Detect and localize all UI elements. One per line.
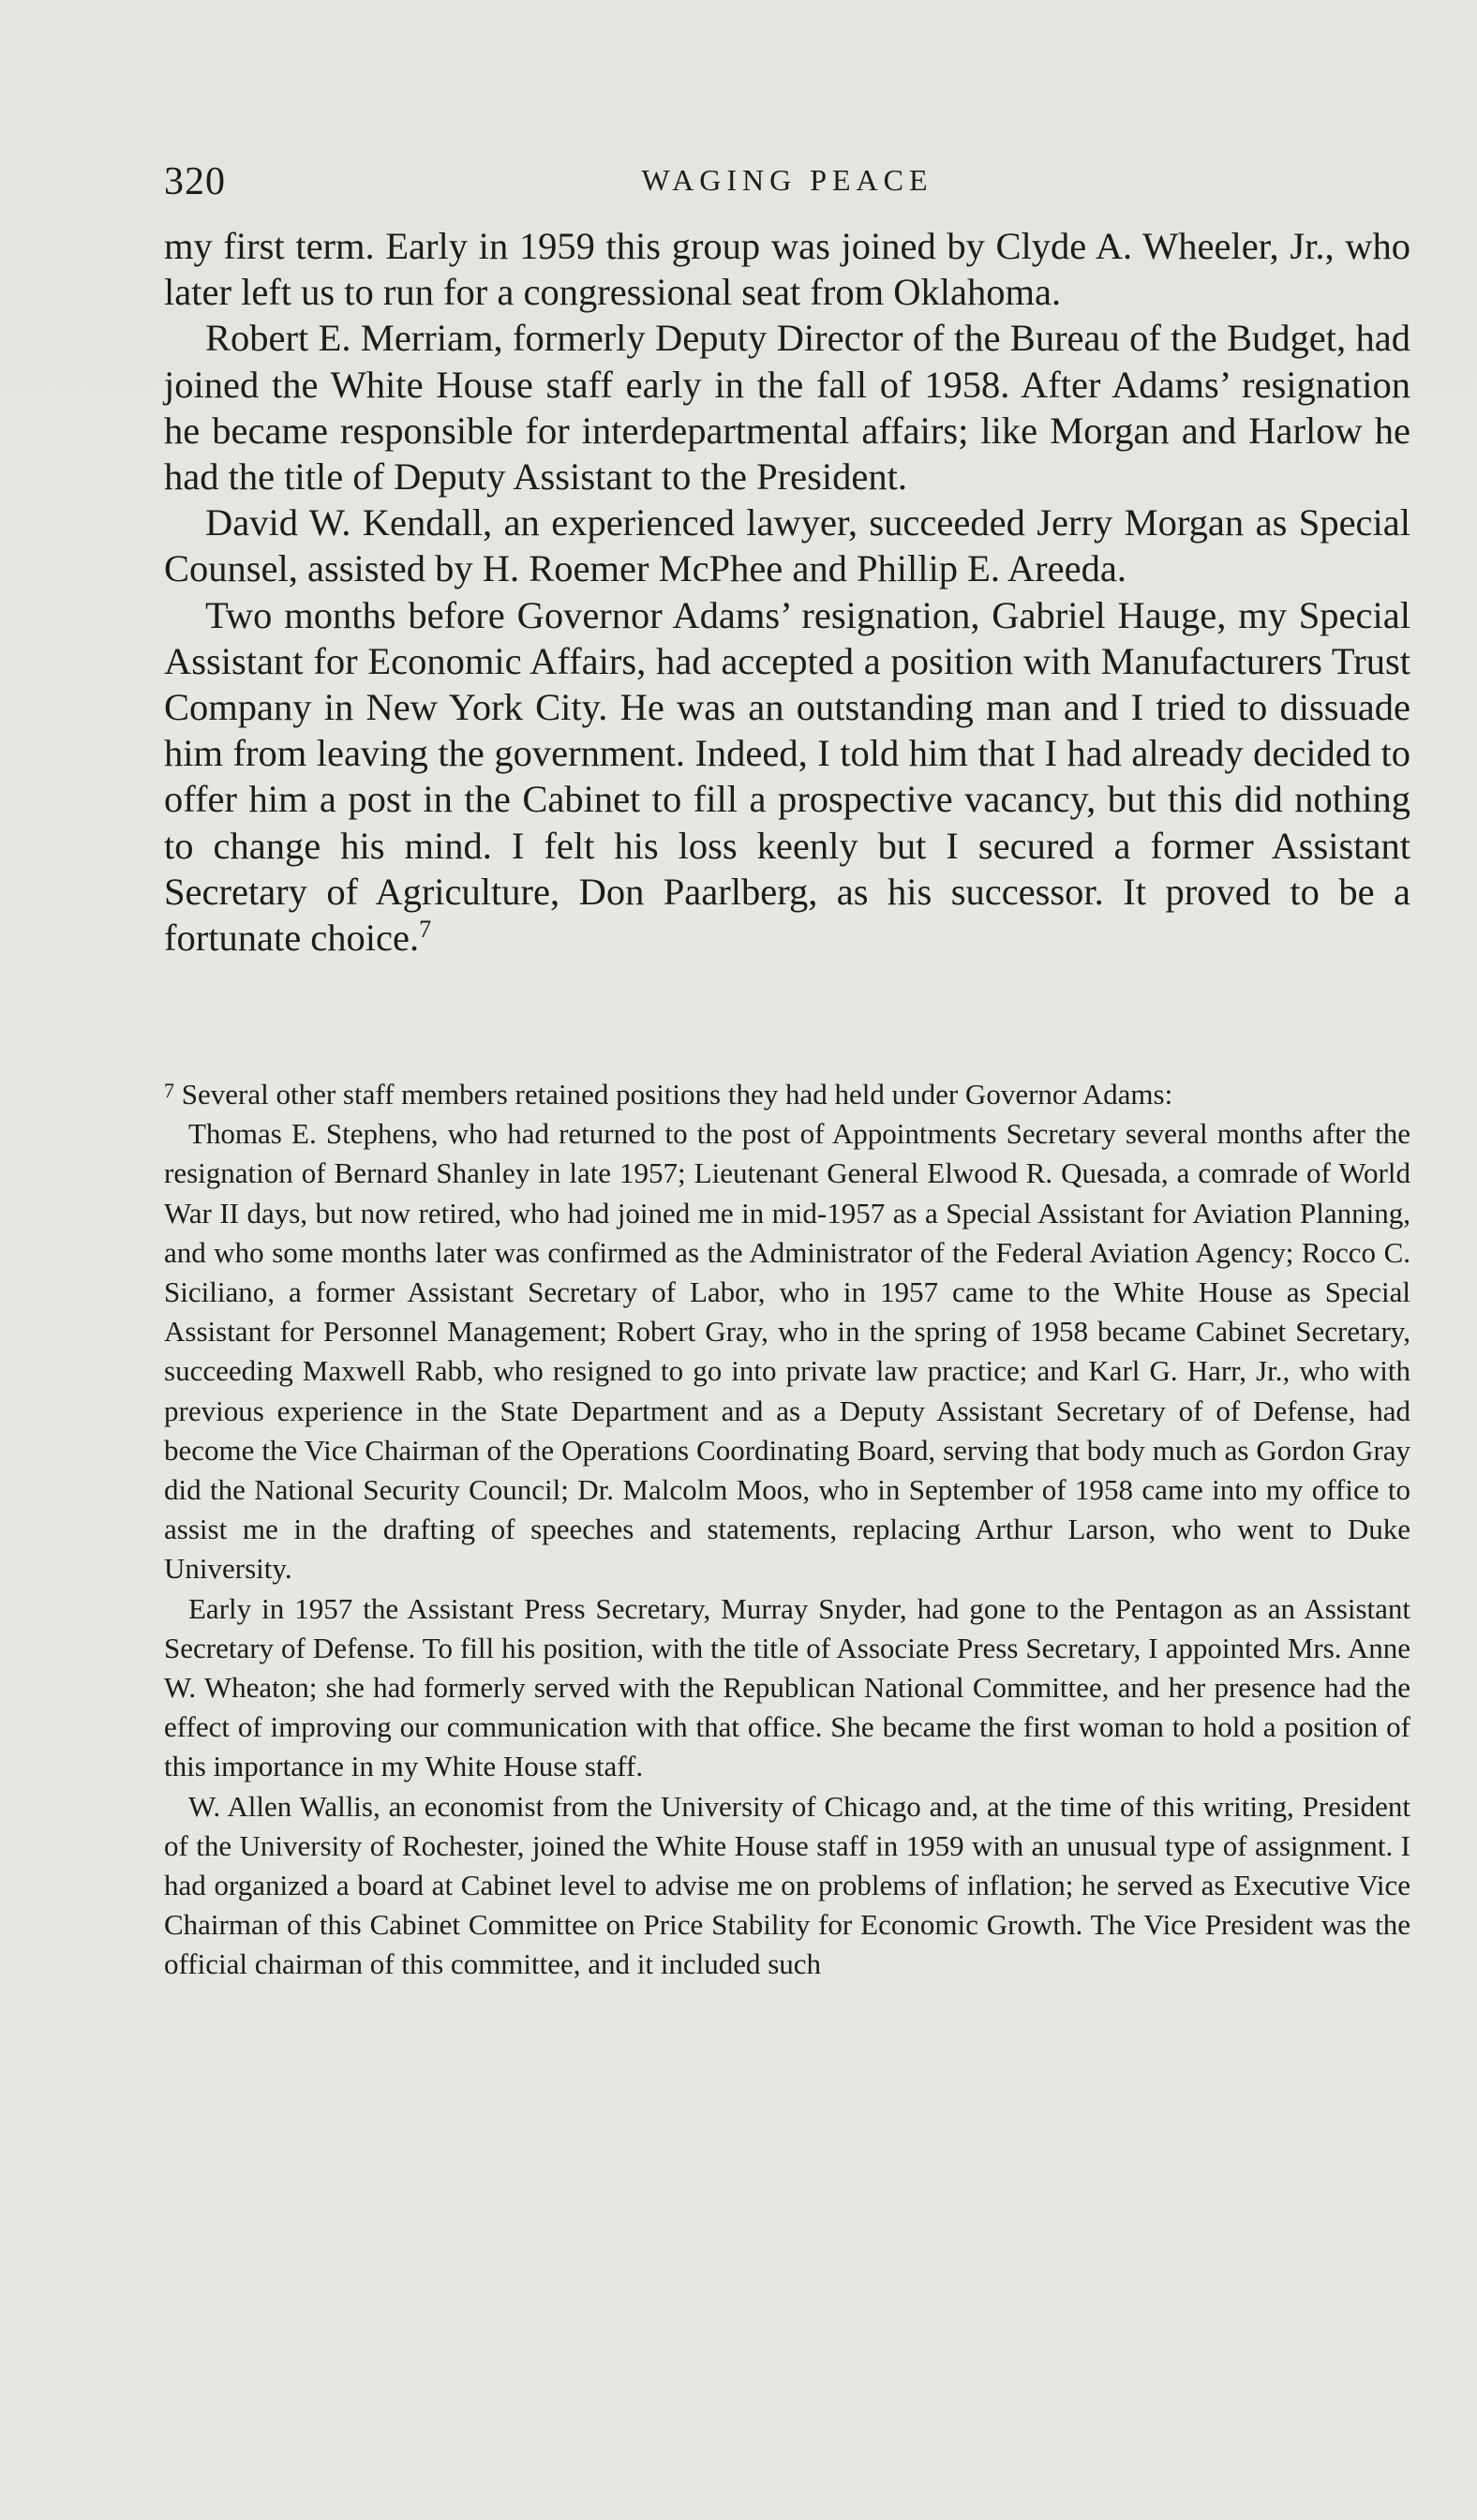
- footnote-paragraph: Early in 1957 the Assistant Press Secretary, Murray Snyder, had gone to the Pentagon as an Assistant Secretary of Defense. To fill his position, with the title of Associate Press Secretary, I appointed Mrs. Anne W. Wheaton; she had formerly served with the Republican National Committee, and her presence had the effect of improving our communication with that office. She became the first woman to hold a position of this importance in my White House staff.: [164, 1591, 1410, 1783]
- body-paragraph: David W. Kendall, an experienced lawyer, succeeded Jerry Morgan as Special Counsel, assisted by H. Roemer McPhee and Phillip E. Areeda.: [164, 501, 1410, 590]
- footnote-marker: 7: [164, 1079, 174, 1102]
- body-paragraph: my first term. Early in 1959 this group was joined by Clyde A. Wheeler, Jr., who later left us to run for a congressional seat from Oklahoma.: [164, 225, 1410, 314]
- footnote-paragraph: Thomas E. Stephens, who had returned to the post of Appointments Secretary several months after the resignation of Bernard Shanley in late 1957; Lieutenant General Elwood R. Quesada, a comrade of World War II days, but now retired, who had joined me in mid-1957 as a Special Assistant for Aviation Planning, and who some months later was confirmed as the Administrator of the Federal Aviation Agency; Rocco C. Siciliano, a former Assistant Secretary of Labor, who in 1957 came to the White House as Special Assistant for Personnel Management; Robert Gray, who in the spring of 1958 became Cabinet Secretary, succeeding Maxwell Rabb, who resigned to go into private law practice; and Karl G. Harr, Jr., who with previous experience in the State Department and as a Deputy Assistant Secretary of of Defense, had become the Vice Chairman of the Operations Coordinating Board, serving that body much as Gordon Gray did the National Security Council; Dr. Malcolm Moos, who in September of 1958 came into my office to assist me in the drafting of speeches and statements, replacing Arthur Larson, who went to Duke University.: [164, 1117, 1410, 1586]
- body-paragraph: [164, 592, 1410, 962]
- footnote-text: Several other staff members retained positions they had held under Governor Adams:: [181, 1078, 1173, 1111]
- footnotes: [164, 1071, 1410, 1985]
- body-paragraph-text: Two months before Governor Adams’ resignation, Gabriel Hauge, my Special Assistant for Economic Affairs, had accepted a position with Manufacturers Trust Company in New York City. He was an outstanding man and I tried to dissuade him from leaving the government. Indeed, I told him that I had already decided to offer him a post in the Cabinet to fill a prospective vacancy, but this did nothing to change his mind. I felt his loss keenly but I secured a former Assistant Secretary of Agriculture, Don Paarlberg, as his successor. It proved to be a fortunate choice.: [164, 593, 1410, 960]
- main-text: [164, 223, 1410, 961]
- footnote-paragraph: W. Allen Wallis, an economist from the University of Chicago and, at the time of this writing, President of the University of Rochester, joined the White House staff in 1959 with an unusual type of assignment. I had organized a board at Cabinet level to advise me on problems of inflation; he served as Executive Vice Chairman of this Cabinet Committee on Price Stability for Economic Growth. The Vice President was the official chairman of this committee, and it included such: [164, 1789, 1410, 1981]
- running-title: WAGING PEACE: [641, 163, 933, 197]
- page-header: [164, 156, 1410, 208]
- footnote-paragraph: [164, 1071, 1410, 1114]
- body-paragraph: Robert E. Merriam, formerly Deputy Director of the Bureau of the Budget, had joined the White House staff early in the fall of 1958. After Adams’ resignation he became responsible for interdepartmental affairs; like Morgan and Harlow he had the title of Deputy Assistant to the President.: [164, 317, 1410, 499]
- page-number: 320: [164, 160, 226, 203]
- footnote-reference: 7: [419, 916, 432, 944]
